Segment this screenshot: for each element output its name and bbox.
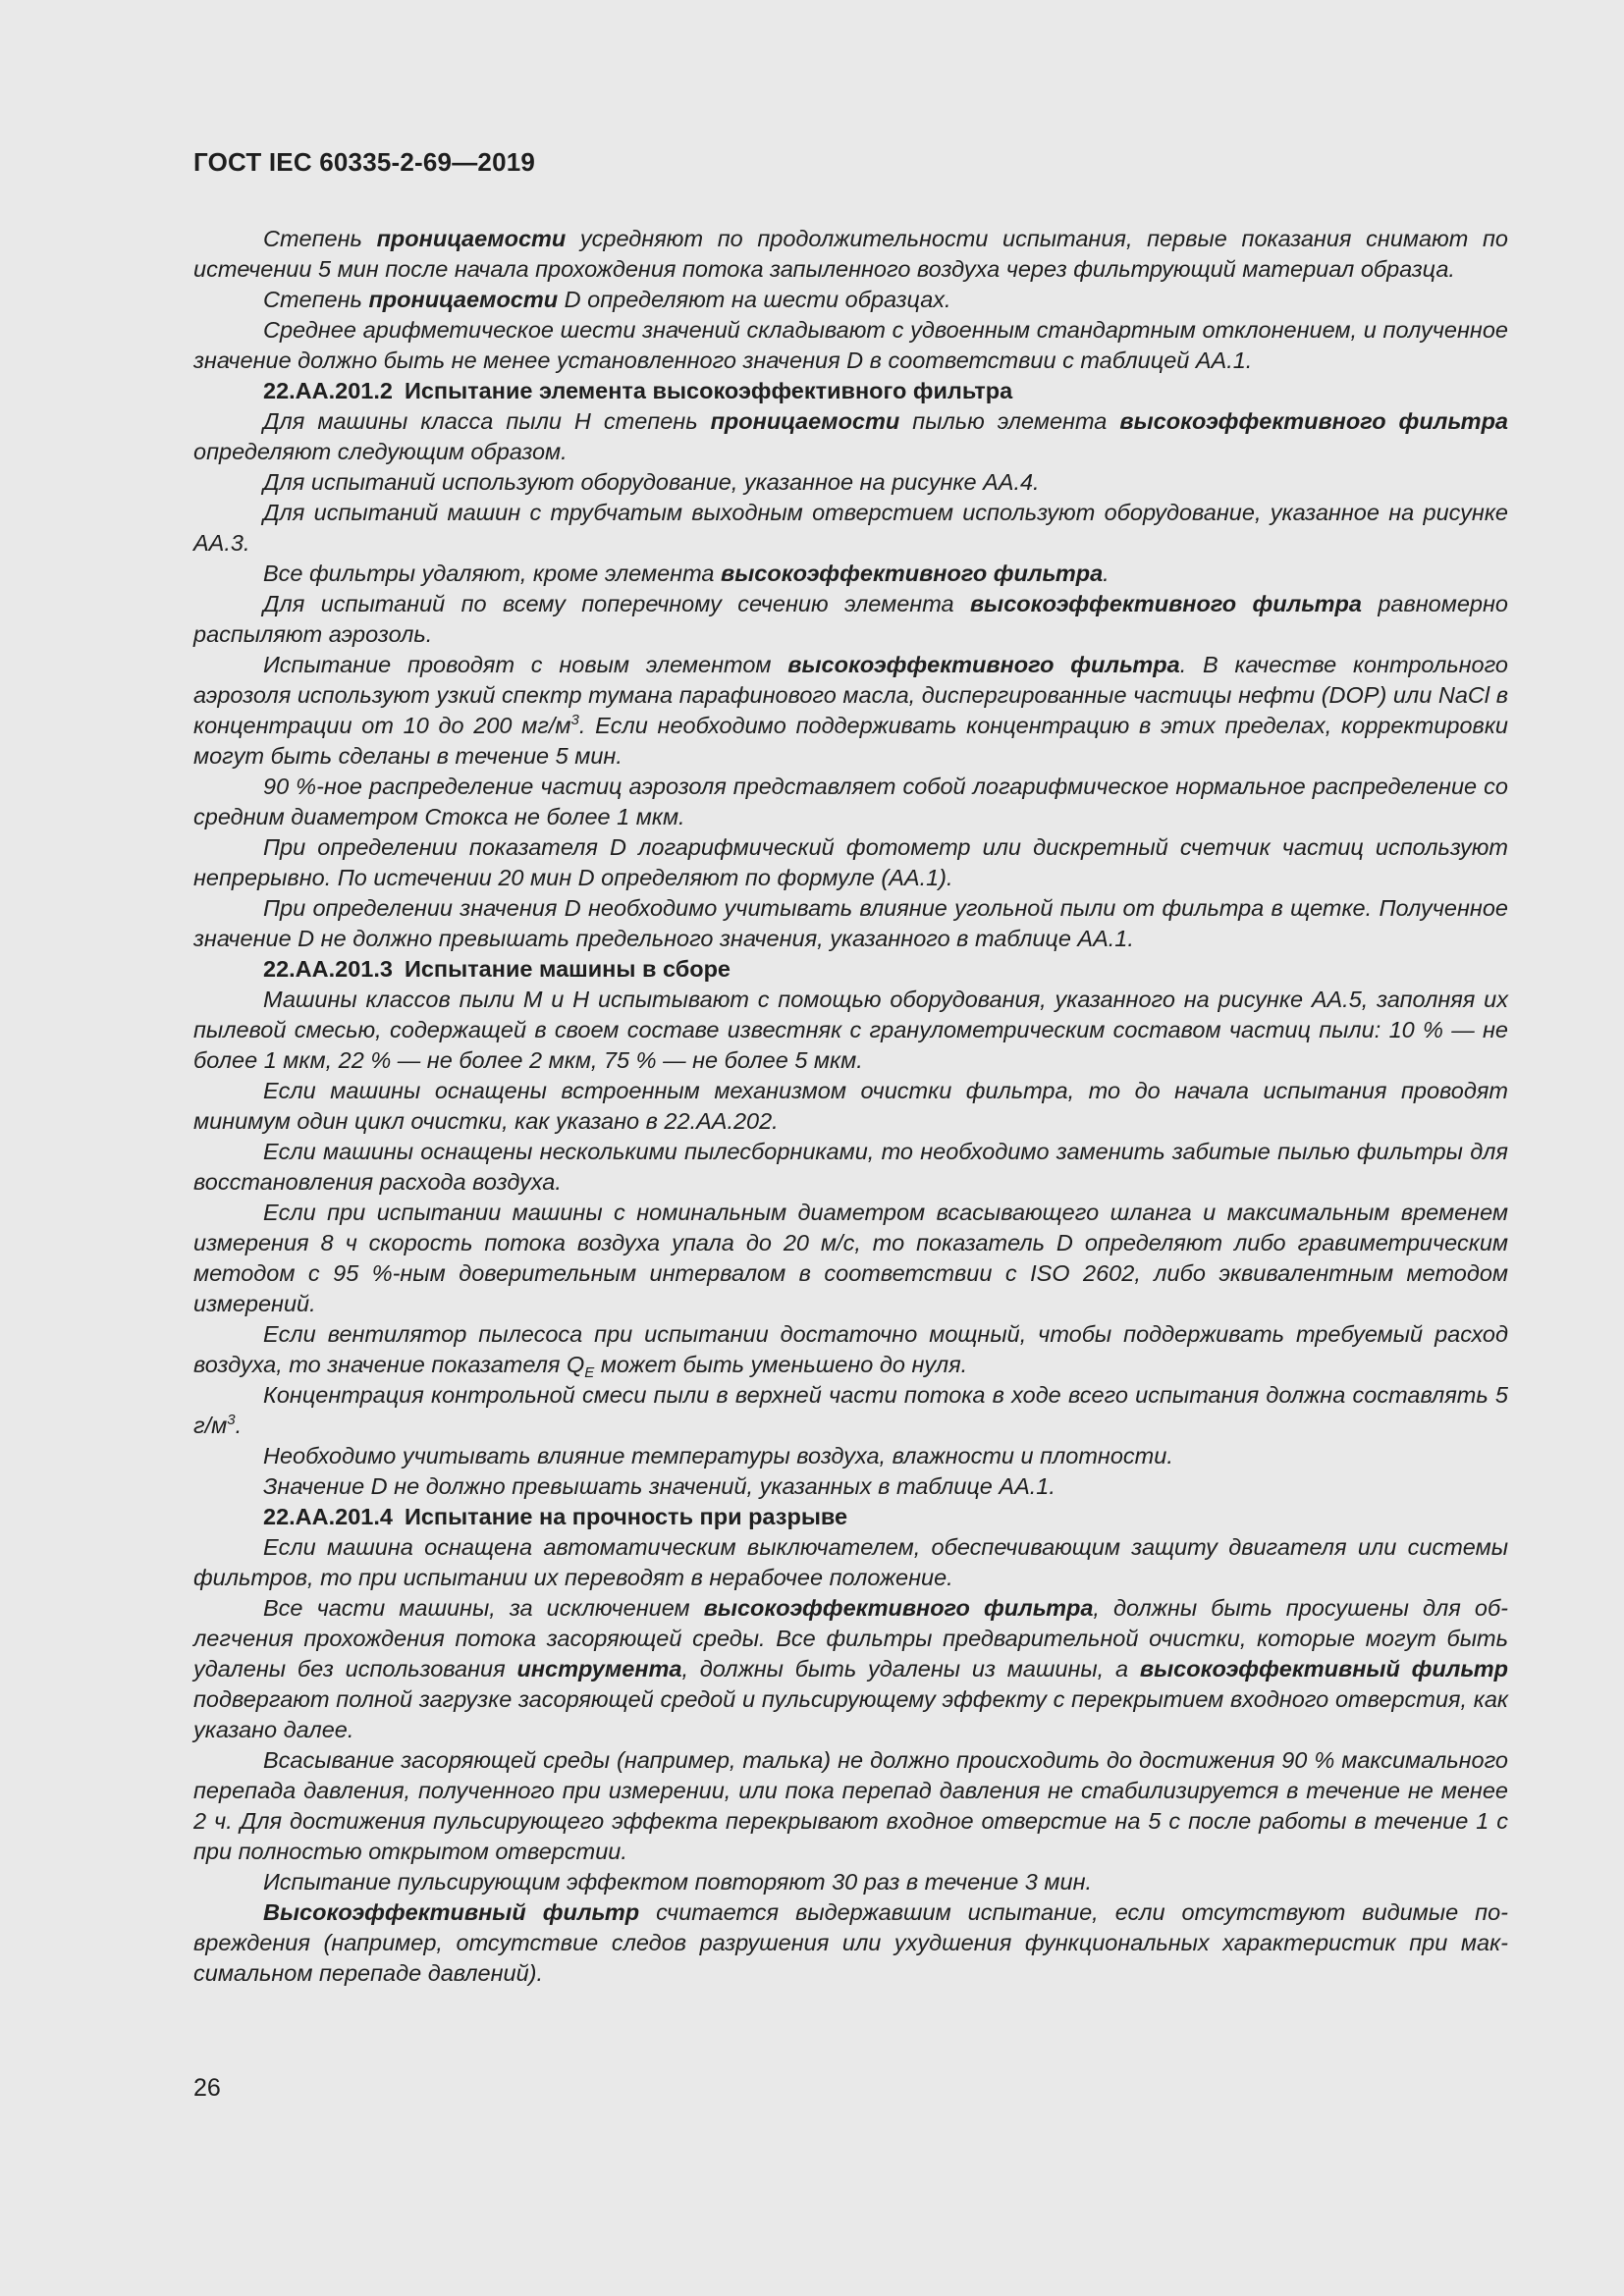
text-run: Все фильтры удаляют, кроме элемента	[263, 561, 721, 586]
text-run: .	[1103, 561, 1110, 586]
section-number: 22.АА.201.4	[263, 1504, 393, 1529]
paragraph	[193, 1593, 1508, 1745]
defined-term: Высокоэффективный фильтр	[263, 1899, 640, 1925]
text-run: , должны быть удалены из машины, а	[681, 1656, 1140, 1682]
page-number: 26	[193, 2074, 221, 2102]
text-run: равномерно распыляют аэрозоль.	[193, 591, 1509, 647]
paragraph	[193, 1137, 1508, 1198]
text-run: Необходимо учитывать влияние температуры воздуха, влажности и плотности.	[263, 1443, 1173, 1468]
paragraph	[193, 1897, 1508, 1989]
paragraph	[193, 224, 1508, 285]
section-number: 22.АА.201.2	[263, 378, 393, 403]
paragraph	[193, 589, 1508, 650]
paragraph	[193, 1532, 1508, 1593]
text-run: Значение D не должно превышать значений, указанных в таблице АА.1.	[263, 1473, 1056, 1499]
paragraph	[193, 832, 1508, 893]
subscript: E	[584, 1364, 595, 1381]
text-run: 90 %-ное распределение частиц аэрозоля представляет собой логарифмическое нормальное распределение со средним диаметром Стокса не более 1 мкм.	[193, 774, 1508, 829]
text-run: Для машины класса пыли Н степень	[263, 408, 711, 434]
text-run: пылью элемента	[899, 408, 1120, 434]
paragraph	[193, 1745, 1508, 1867]
text-run: подвергают полной загрузке засоряющей средой и пульсирующему эффекту с перекрытием входного отверстия, как указано далее.	[193, 1686, 1508, 1742]
superscript: 3	[570, 712, 579, 728]
paragraph	[193, 1471, 1508, 1502]
text-run: При определении значения D необходимо учитывать влияние угольной пыли от фильтра в щетке. Полученное значение D не должно превышать предельного значения, указанного в таблице АА.1.	[193, 895, 1508, 951]
text-run: Все части машины, за исключением	[263, 1595, 704, 1621]
text-run: Для испытаний используют оборудование, указанное на рисунке АА.4.	[263, 469, 1040, 495]
text-run: Всасывание засоряющей среды (например, талька) не должно происходить до достижения 90 % максимального перепада давления, полученного при измерении, или пока перепад давления не стабилизируется в течение не менее 2 ч. Для достижения пульсирующего эффекта перекрывают входное отверстие на 5 с после работы в течение 1 с при полностью открытом отверстии.	[193, 1747, 1508, 1864]
section-title: Испытание элемента высокоэффективного фильтра	[404, 378, 1013, 403]
section-heading	[193, 376, 1508, 406]
paragraph	[193, 650, 1508, 772]
text-run: может быть уменьшено до нуля.	[594, 1352, 968, 1377]
paragraph	[193, 1380, 1508, 1441]
text-run: . Если необходимо поддерживать концентрацию в этих пределах, корректировки могут быть сделаны в течение 5 мин.	[193, 713, 1508, 769]
text-run: Для испытаний по всему поперечному сечению элемента	[263, 591, 970, 616]
text-run: Если при испытании машины с номинальным диаметром всасывающего шланга и максимальным временем измерения 8 ч скорость потока воздуха упала до 20 м/с, то показатель D определяют либо гравиметрическим методом с 95 %-ным доверительным интервалом в соответствии с ISO 2602, либо эквивалентным методом измерений.	[193, 1200, 1508, 1316]
text-run: Степень	[263, 226, 377, 251]
text-run: Если машины оснащены встроенным механизмом очистки фильтра, то до начала испытания проводят минимум один цикл очистки, как указано в 22.АА.202.	[193, 1078, 1508, 1134]
paragraph	[193, 1319, 1508, 1380]
defined-term: проницаемости	[710, 408, 900, 434]
text-run: .	[235, 1413, 243, 1438]
defined-term: инструмента	[516, 1656, 682, 1682]
section-title: Испытание машины в сборе	[404, 956, 731, 982]
paragraph	[193, 893, 1508, 954]
defined-term: проницаемости	[368, 287, 559, 312]
text-run: D определяют на шести образцах.	[558, 287, 951, 312]
defined-term: высокоэффективного фильтра	[969, 591, 1362, 616]
defined-term: высокоэффективного фильтра	[721, 561, 1104, 586]
superscript: 3	[227, 1412, 236, 1428]
defined-term: проницаемости	[376, 226, 567, 251]
section-heading	[193, 954, 1508, 985]
paragraph	[193, 559, 1508, 589]
defined-term: высокоэффективного фильтра	[787, 652, 1180, 677]
text-run: Машины классов пыли М и Н испытывают с помощью оборудования, указанного на рисунке АА.5, заполняя их пылевой смесью, содержащей в своем составе известняк с гранулометрическим составом частиц пыли: 10 % — не более 1 мкм, 22 % — не более 2 мкм, 75 % — не более 5 мкм.	[193, 987, 1508, 1073]
paragraph	[193, 1867, 1508, 1897]
text-run: Если машины оснащены несколькими пылесборниками, то необходимо заменить забитые пылью фильтры для восстановления расхода воздуха.	[193, 1139, 1508, 1195]
section-number: 22.АА.201.3	[263, 956, 393, 982]
defined-term: высокоэффективного фильтра	[1119, 408, 1509, 434]
text-run: считается выдержавшим испытание, если отсутствуют видимые повреждения (например, отсутствие следов разрушения или ухудшения функциональных характеристик при максимальном перепаде давлений).	[193, 1899, 1508, 1986]
text-run: Испытание пульсирующим эффектом повторяют 30 раз в течение 3 мин.	[263, 1869, 1093, 1895]
paragraph	[193, 498, 1508, 559]
text-run: Если вентилятор пылесоса при испытании достаточно мощный, чтобы поддерживать требуемый расход воздуха, то значение показателя Q	[193, 1321, 1508, 1377]
paragraph	[193, 1441, 1508, 1471]
document-body	[193, 224, 1508, 1989]
paragraph	[193, 406, 1508, 467]
paragraph	[193, 772, 1508, 832]
text-run: При определении показателя D логарифмический фотометр или дискретный счетчик частиц используют непрерывно. По истечении 20 мин D определяют по формуле (АА.1).	[193, 834, 1508, 890]
text-run: Испытание проводят с новым элементом	[263, 652, 788, 677]
paragraph	[193, 985, 1508, 1076]
text-run: Среднее арифметическое шести значений складывают с удвоенным стандартным отклонением, и полученное значение должно быть не менее установленного значения D в соответствии с таблицей АА.1.	[193, 317, 1508, 373]
section-heading	[193, 1502, 1508, 1532]
text-run: , должны быть просушены для облегчения прохождения потока засоряющей среды. Все фильтры предварительной очистки, которые могут быть удалены без использования	[193, 1595, 1508, 1682]
paragraph	[193, 315, 1508, 376]
paragraph	[193, 285, 1508, 315]
defined-term: высокоэффективный фильтр	[1139, 1656, 1509, 1682]
text-run: Степень	[263, 287, 369, 312]
text-run: усредняют по продолжительности испытания, первые показания снимают по истечении 5 мин после начала прохождения потока запыленного воздуха через фильтрующий материал образца.	[193, 226, 1508, 282]
section-title: Испытание на прочность при разрыве	[404, 1504, 848, 1529]
text-run: . В качестве контрольного аэрозоля используют узкий спектр тумана парафинового масла, диспергированные частицы нефти (DOP) или NaCl в концентрации от 10 до 200 мг/м	[193, 652, 1508, 738]
paragraph	[193, 1198, 1508, 1319]
text-run: определяют следующим образом.	[193, 439, 568, 464]
text-run: Если машина оснащена автоматическим выключателем, обеспечивающим защиту двигателя или системы фильтров, то при испытании их переводят в нерабочее положение.	[193, 1534, 1508, 1590]
page-header: ГОСТ IEC 60335-2-69—2019	[193, 147, 536, 177]
paragraph	[193, 1076, 1508, 1137]
defined-term: высокоэффективного фильтра	[703, 1595, 1094, 1621]
paragraph	[193, 467, 1508, 498]
text-run: Концентрация контрольной смеси пыли в верхней части потока в ходе всего испытания должна составлять 5 г/м	[193, 1382, 1508, 1438]
text-run: Для испытаний машин с трубчатым выходным отверстием используют оборудование, указанное на рисунке АА.3.	[193, 500, 1508, 556]
